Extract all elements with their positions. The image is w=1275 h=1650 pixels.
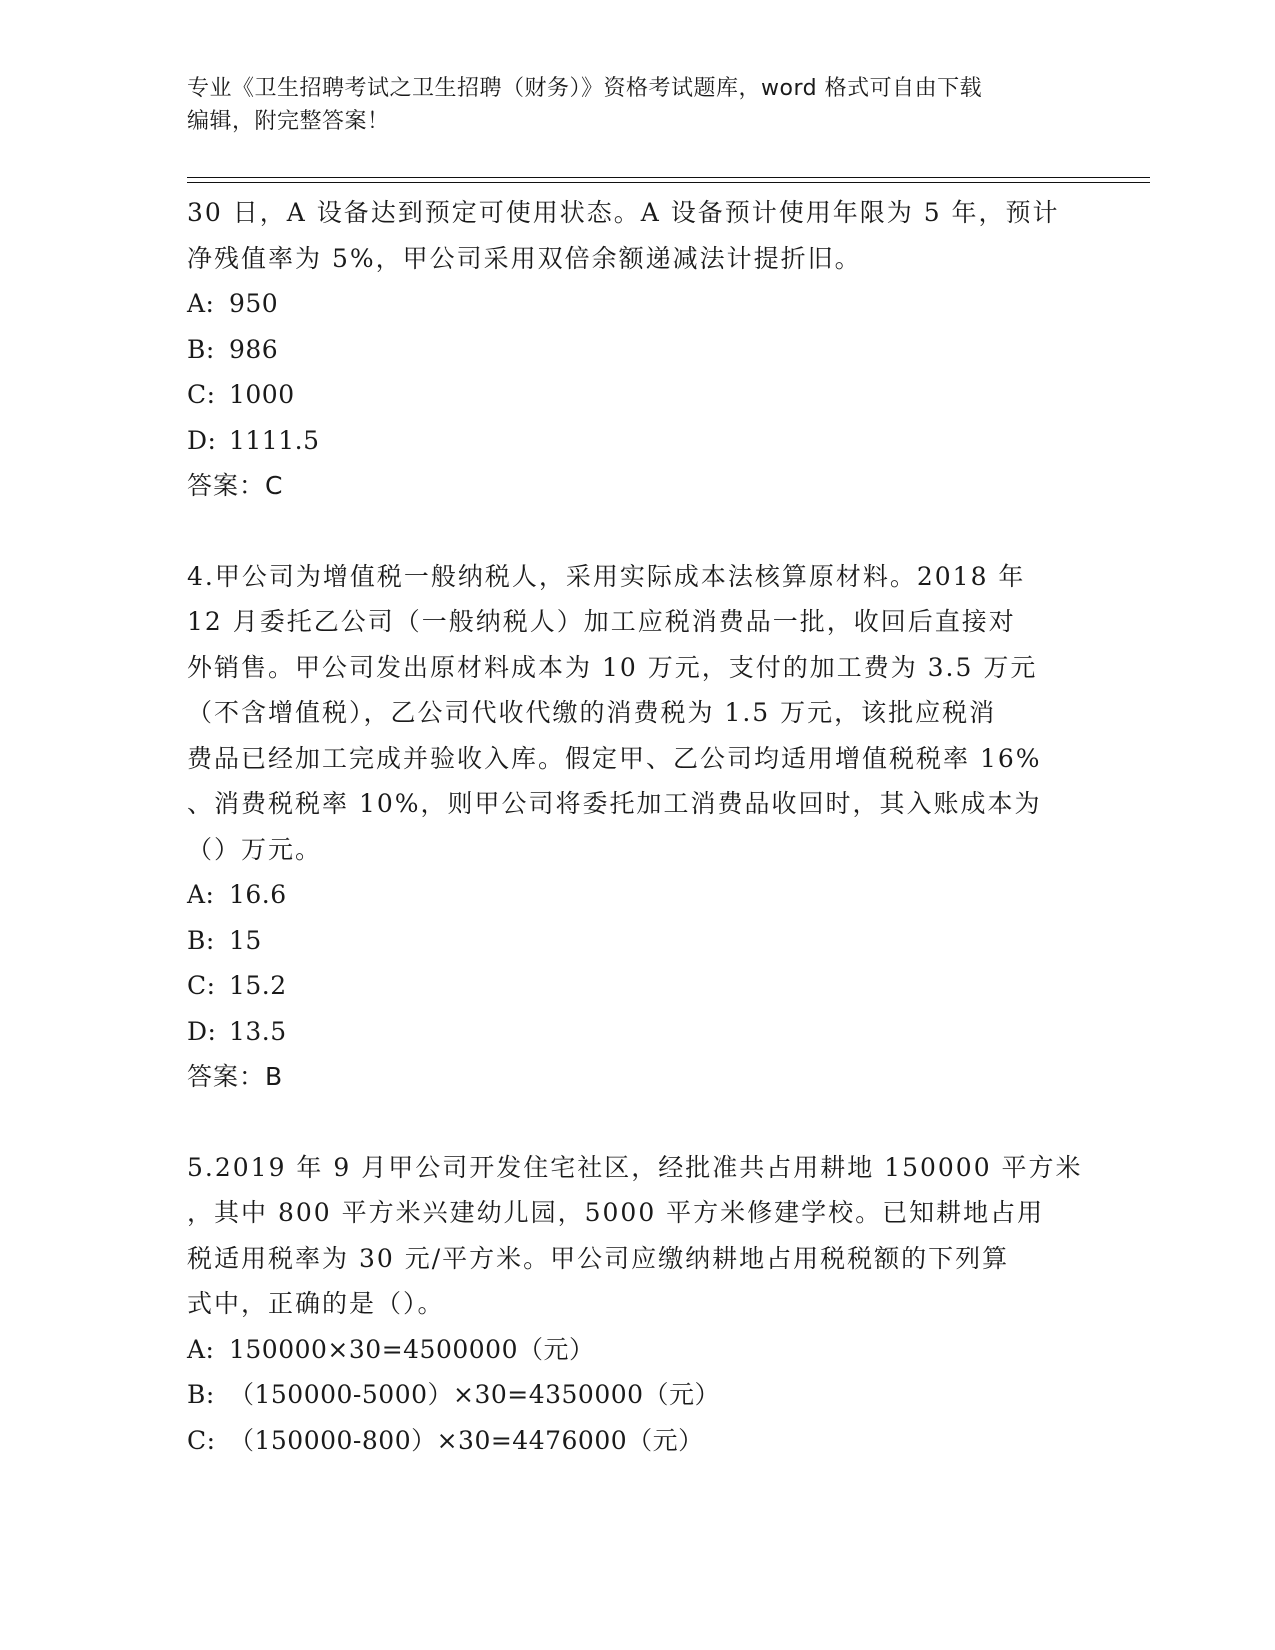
question-4-line-2: 12 月委托乙公司（一般纳税人）加工应税消费品一批，收回后直接对 — [187, 607, 1016, 636]
question-4-line-5: 费品已经加工完成并验收入库。假定甲、乙公司均适用增值税税率 16% — [187, 743, 1042, 773]
option-label: D: — [187, 425, 217, 455]
header-divider-bottom — [187, 182, 1150, 183]
question-3-option-b — [187, 327, 1087, 373]
header-line-1: 专业《卫生招聘考试之卫生招聘（财务）》资格考试题库，word 格式可自由下载 — [187, 76, 983, 101]
option-text: 16.6 — [229, 880, 287, 909]
option-text: 15.2 — [229, 971, 287, 1000]
option-text: 986 — [229, 334, 279, 364]
question-4-answer: 答案：B — [187, 1062, 284, 1091]
document-body — [187, 190, 1087, 1463]
option-label: B: — [187, 1380, 215, 1409]
option-label: A: — [187, 289, 215, 318]
option-label: B: — [187, 334, 215, 364]
question-4-line-7: （）万元。 — [187, 834, 323, 864]
question-4-line-6: 、消费税税率 10%，则甲公司将委托加工消费品收回时，其入账成本为 — [187, 789, 1042, 818]
header-divider-top — [187, 177, 1150, 178]
question-4-line-4: （不含增值税），乙公司代收代缴的消费税为 1.5 万元，该批应税消 — [187, 698, 997, 727]
option-text: （150000-5000）×30=4350000（元） — [229, 1380, 721, 1409]
question-3-answer: 答案：C — [187, 471, 284, 500]
question-3-line-1: 30 日，A 设备达到预定可使用状态。A 设备预计使用年限为 5 年，预计 — [187, 198, 1060, 227]
option-text: 13.5 — [229, 1016, 287, 1046]
question-3-option-d — [187, 418, 1087, 464]
spacer — [187, 1100, 1087, 1145]
question-4-line-3: 外销售。甲公司发出原材料成本为 10 万元，支付的加工费为 3.5 万元 — [187, 652, 1038, 682]
option-text: （150000-800）×30=4476000（元） — [229, 1425, 704, 1455]
question-3 — [187, 190, 1087, 509]
option-label: B: — [187, 925, 215, 955]
option-label: A: — [187, 880, 215, 909]
spacer — [187, 509, 1087, 554]
question-5-line-3: 税适用税率为 30 元/平方米。甲公司应缴纳耕地占用税税额的下列算 — [187, 1243, 1010, 1273]
question-5-line-2: ，其中 800 平方米兴建幼儿园，5000 平方米修建学校。已知耕地占用 — [187, 1198, 1045, 1227]
question-4-option-d — [187, 1009, 1087, 1055]
document-header — [187, 72, 1087, 138]
question-5-option-c — [187, 1418, 1087, 1464]
option-label: C: — [187, 1425, 216, 1455]
question-3-line-2: 净残值率为 5%，甲公司采用双倍余额递减法计提折旧。 — [187, 243, 862, 273]
question-4-option-c — [187, 963, 1087, 1009]
option-label: A: — [187, 1334, 215, 1364]
option-text: 1111.5 — [229, 425, 320, 455]
question-3-option-c — [187, 372, 1087, 418]
option-label: C: — [187, 971, 216, 1000]
question-3-option-a — [187, 281, 1087, 327]
question-5-option-a — [187, 1327, 1087, 1373]
question-4-option-b — [187, 918, 1087, 964]
question-5-option-b — [187, 1372, 1087, 1418]
question-4-option-a — [187, 872, 1087, 918]
question-5 — [187, 1145, 1087, 1464]
option-text: 15 — [229, 925, 262, 955]
option-text: 150000×30=4500000（元） — [229, 1334, 595, 1364]
option-text: 1000 — [229, 380, 295, 409]
option-label: C: — [187, 380, 216, 409]
header-line-2: 编辑，附完整答案！ — [187, 109, 390, 134]
option-text: 950 — [229, 289, 279, 318]
question-5-line-4: 式中，正确的是（）。 — [187, 1289, 445, 1318]
option-label: D: — [187, 1016, 217, 1046]
question-5-line-1: 5.2019 年 9 月甲公司开发住宅社区，经批准共占用耕地 150000 平方米 — [187, 1152, 1083, 1182]
question-4 — [187, 554, 1087, 1100]
question-4-line-1: 4.甲公司为增值税一般纳税人，采用实际成本法核算原材料。2018 年 — [187, 561, 1026, 591]
